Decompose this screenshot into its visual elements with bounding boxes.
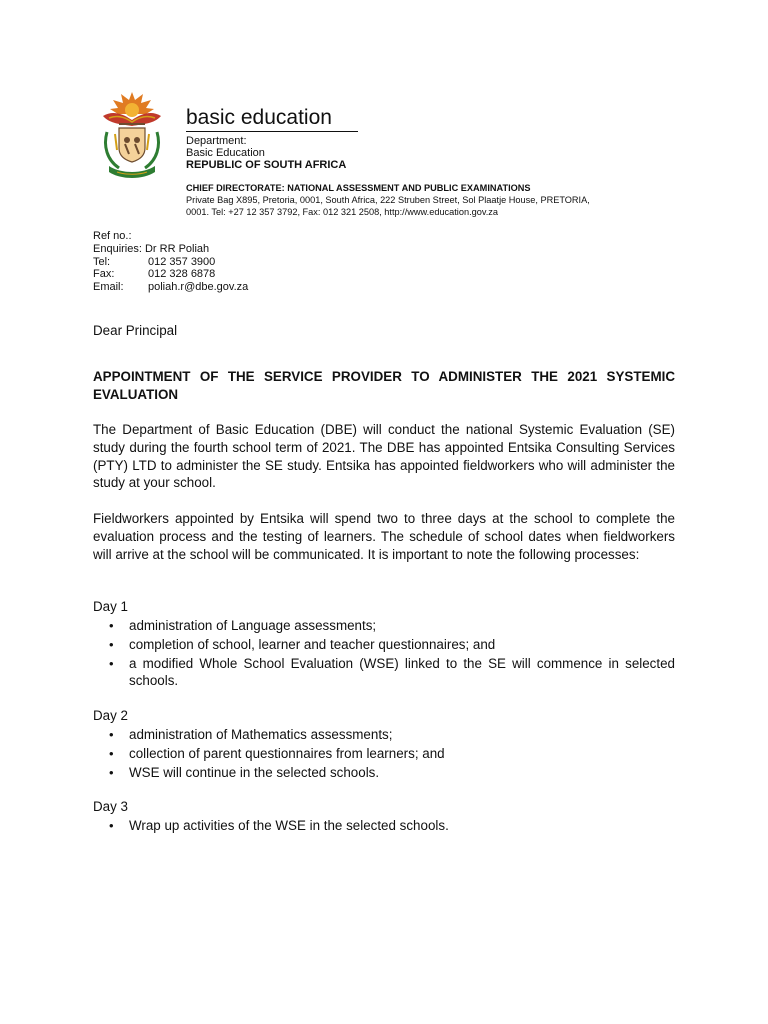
enquiries-text: Enquiries: Dr RR Poliah [93,242,210,255]
tel-value: 012 357 3900 [148,255,216,268]
fax-value: 012 328 6878 [148,268,216,281]
paragraph-2: Fieldworkers appointed by Entsika will spend two to three days at the school to complete the evaluation process and the testing of learners. The schedule of school dates when fieldworkers will arrive at the school will be communicated. It is important to note the following processes: [93,511,675,562]
email-value: poliah.r@dbe.gov.za [148,281,249,294]
brand-title: basic education [186,106,332,129]
address-line-1: Private Bag X895, Pretoria, 0001, South Africa, 222 Struben Street, Sol Plaatje House, PRETORIA, [186,195,590,205]
day-1-label: Day 1 [93,599,128,614]
chief-directorate: CHIEF DIRECTORATE: NATIONAL ASSESSMENT AND PUBLIC EXAMINATIONS [186,183,531,193]
country-name: REPUBLIC OF SOUTH AFRICA [186,159,347,171]
list-item: • WSE will continue in the selected schools. [93,764,675,782]
department-name: Basic Education [186,147,265,159]
coat-of-arms-icon [99,88,165,180]
day-3-label: Day 3 [93,799,128,814]
day-1-list [93,617,675,691]
department-label: Department: [186,135,247,147]
ref-no-label: Ref no.: [93,230,132,242]
list-item: • a modified Whole School Evaluation (WSE) linked to the SE will commence in selected schools. [93,655,675,691]
list-item: • completion of school, learner and teacher questionnaires; and [93,636,675,654]
list-item: • administration of Mathematics assessments; [93,726,675,744]
tel-label: Tel: [93,255,111,268]
list-item: • Wrap up activities of the WSE in the selected schools. [93,817,675,835]
salutation: Dear Principal [93,323,178,338]
day-2-label: Day 2 [93,708,128,723]
email-label: Email: [93,281,124,294]
day-2-list [93,726,675,782]
fax-label: Fax: [93,268,115,281]
paragraph-1: The Department of Basic Education (DBE) will conduct the national Systemic Evaluation (SE) study during the fourth school term of 2021. The DBE has appointed Entsika Consulting Services (PTY) LTD to administer the SE study. Entsika has appointed fieldworkers who will administer the study at your school. [93,422,675,491]
subject-heading: APPOINTMENT OF THE SERVICE PROVIDER TO ADMINISTER THE 2021 SYSTEMIC EVALUATION [93,369,675,402]
day-3-list [93,817,675,836]
list-item: • administration of Language assessments; [93,617,675,635]
list-item: • collection of parent questionnaires from learners; and [93,745,675,763]
address-line-2: 0001. Tel: +27 12 357 3792, Fax: 012 321 2508, http://www.education.gov.za [186,207,499,217]
brand-block [186,105,358,132]
brand-divider [186,131,358,132]
